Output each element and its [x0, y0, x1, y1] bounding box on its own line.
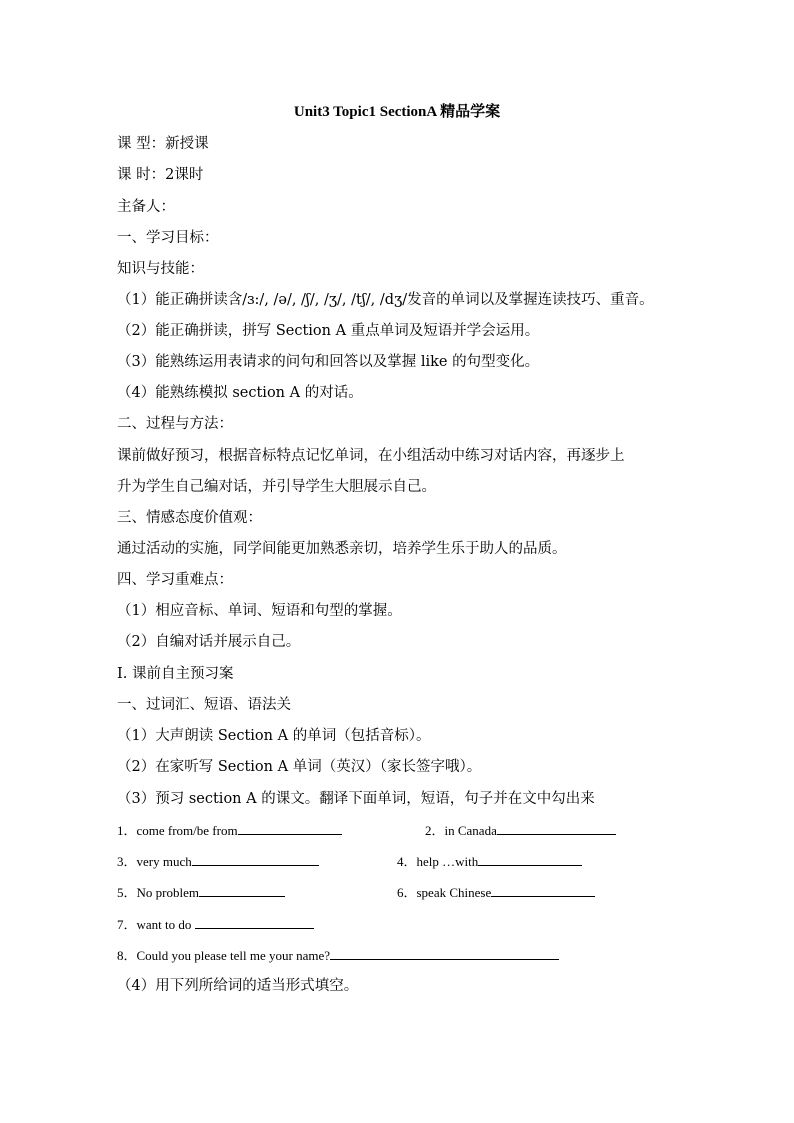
exercise-item: 6．speak Chinese	[397, 882, 595, 903]
goal-item: （4）能熟练模拟 section A 的对话。	[117, 385, 363, 401]
lesson-type: 课 型：新授课	[117, 136, 209, 152]
exercise-item: 2．in Canada	[425, 820, 616, 841]
exercise-item: 1．come from/be from	[117, 820, 342, 841]
preview-subheading: 一、过词汇、短语、语法关	[117, 697, 291, 713]
answer-blank[interactable]	[497, 820, 616, 835]
process-text: 课前做好预习，根据音标特点记忆单词，在小组活动中练习对话内容，再逐步上	[117, 448, 625, 464]
preview-item: （3）预习 section A 的课文。翻译下面单词，短语，句子并在文中勾出来	[117, 791, 595, 807]
exercise-item: 5．No problem	[117, 882, 285, 903]
attitude-text: 通过活动的实施，同学间能更加熟悉亲切，培养学生乐于助人的品质。	[117, 541, 567, 557]
answer-blank[interactable]	[199, 882, 285, 897]
keypoint-item: （1）相应音标、单词、短语和句型的掌握。	[117, 603, 402, 619]
goal-item: （3）能熟练运用表请求的问句和回答以及掌握 like 的句型变化。	[117, 354, 540, 370]
answer-blank[interactable]	[238, 820, 342, 835]
lesson-hours: 课 时：2课时	[117, 167, 204, 183]
exercise-item: 8．Could you please tell me your name?	[117, 945, 559, 966]
goals-subheading: 知识与技能：	[117, 261, 204, 277]
process-heading: 二、过程与方法：	[117, 416, 233, 432]
keypoint-item: （2）自编对话并展示自己。	[117, 634, 301, 650]
preview-item: （4）用下列所给词的适当形式填空。	[117, 978, 359, 994]
answer-blank[interactable]	[195, 914, 314, 929]
keypoints-heading: 四、学习重难点：	[117, 572, 233, 588]
exercise-item: 3．very much	[117, 851, 319, 872]
goal-item: （1）能正确拼读含/ɜ:/, /ə/, /ʃ/, /ʒ/, /tʃ/, /dʒ/发音的单词以及掌握连读技巧、重音。	[117, 292, 654, 308]
preview-item: （1）大声朗读 Section A 的单词（包括音标）。	[117, 728, 431, 744]
goal-item: （2）能正确拼读，拼写 Section A 重点单词及短语并学会运用。	[117, 323, 540, 339]
preview-heading: I. 课前自主预习案	[117, 666, 234, 682]
attitude-heading: 三、情感态度价值观：	[117, 510, 262, 526]
goals-heading: 一、学习目标：	[117, 230, 219, 246]
answer-blank[interactable]	[491, 882, 595, 897]
exercise-item: 7．want to do	[117, 914, 314, 935]
lesson-preparer: 主备人：	[117, 199, 175, 215]
answer-blank[interactable]	[478, 851, 582, 866]
answer-blank[interactable]	[192, 851, 319, 866]
preview-item: （2）在家听写 Section A 单词（英汉）（家长签字哦）。	[117, 759, 482, 775]
answer-blank[interactable]	[330, 945, 559, 960]
exercise-item: 4．help …with	[397, 851, 582, 872]
process-text: 升为学生自己编对话，并引导学生大胆展示自己。	[117, 479, 436, 495]
document-title: Unit3 Topic1 SectionA 精品学案	[293, 104, 501, 120]
